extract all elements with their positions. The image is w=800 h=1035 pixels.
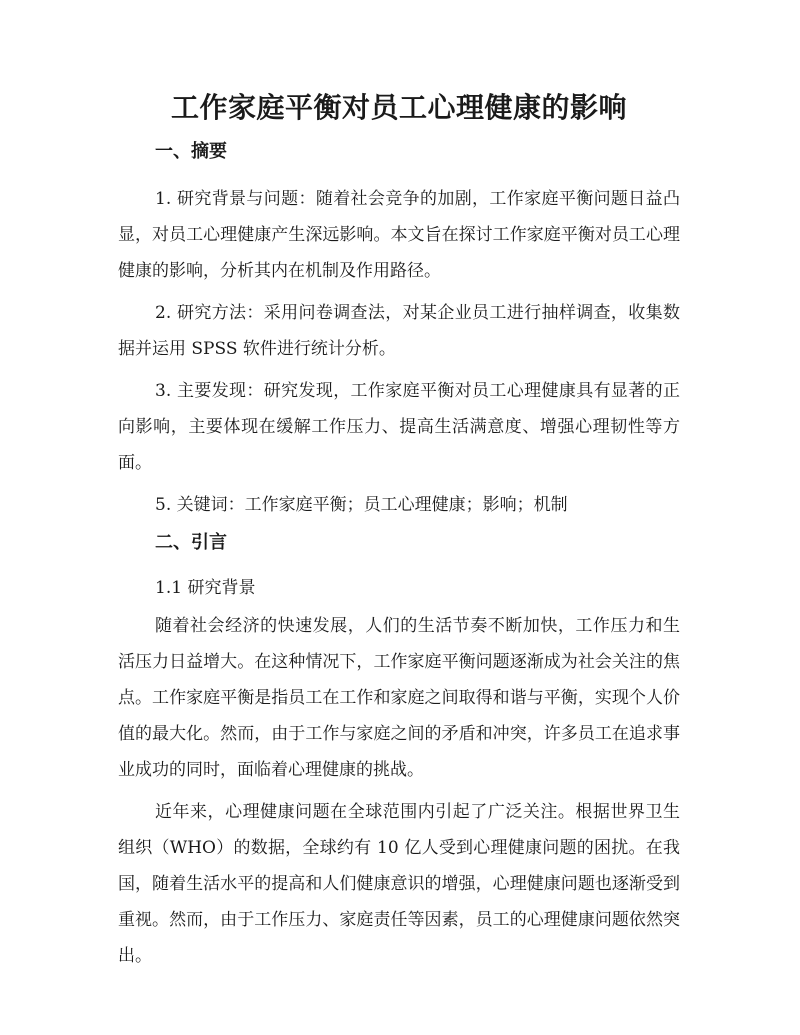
introduction-paragraph-1: 随着社会经济的快速发展，人们的生活节奏不断加快，工作压力和生活压力日益增大。在这种情况下，工作家庭平衡问题逐渐成为社会关注的焦点。工作家庭平衡是指员工在工作和家庭之间取得和谐与平衡，实现个人价值的最大化。然而，由于工作与家庭之间的矛盾和冲突，许多员工在追求事业成功的同时，面临着心理健康的挑战。 [118,616,680,780]
abstract-paragraph-keywords: 5. 关键词：工作家庭平衡；员工心理健康；影响；机制 [155,495,568,515]
document-title: 工作家庭平衡对员工心理健康的影响 [170,91,627,124]
section-heading-introduction: 二、引言 [155,532,227,553]
subsection-heading-background: 1.1 研究背景 [155,578,256,598]
abstract-paragraph-findings: 3. 主要发现：研究发现，工作家庭平衡对员工心理健康具有显著的正向影响，主要体现在缓解工作压力、提高生活满意度、增强心理韧性等方面。 [118,381,680,473]
introduction-section [118,531,680,974]
abstract-paragraph-background: 1. 研究背景与问题：随着社会竞争的加剧，工作家庭平衡问题日益凸显，对员工心理健康产生深远影响。本文旨在探讨工作家庭平衡对员工心理健康的影响，分析其内在机制及作用路径。 [118,189,680,281]
document-page [118,88,680,980]
section-heading-abstract: 一、摘要 [155,141,227,162]
abstract-paragraph-method: 2. 研究方法：采用问卷调查法，对某企业员工进行抽样调查，收集数据并运用 SPSS 软件进行统计分析。 [118,303,680,359]
introduction-paragraph-2: 近年来，心理健康问题在全球范围内引起了广泛关注。根据世界卫生组织（WHO）的数据，全球约有 10 亿人受到心理健康问题的困扰。在我国，随着生活水平的提高和人们健康意识的增强，心理健康问题也逐渐受到重视。然而，由于工作压力、家庭责任等因素，员工的心理健康问题依然突出。 [118,802,680,966]
abstract-section [118,140,680,523]
